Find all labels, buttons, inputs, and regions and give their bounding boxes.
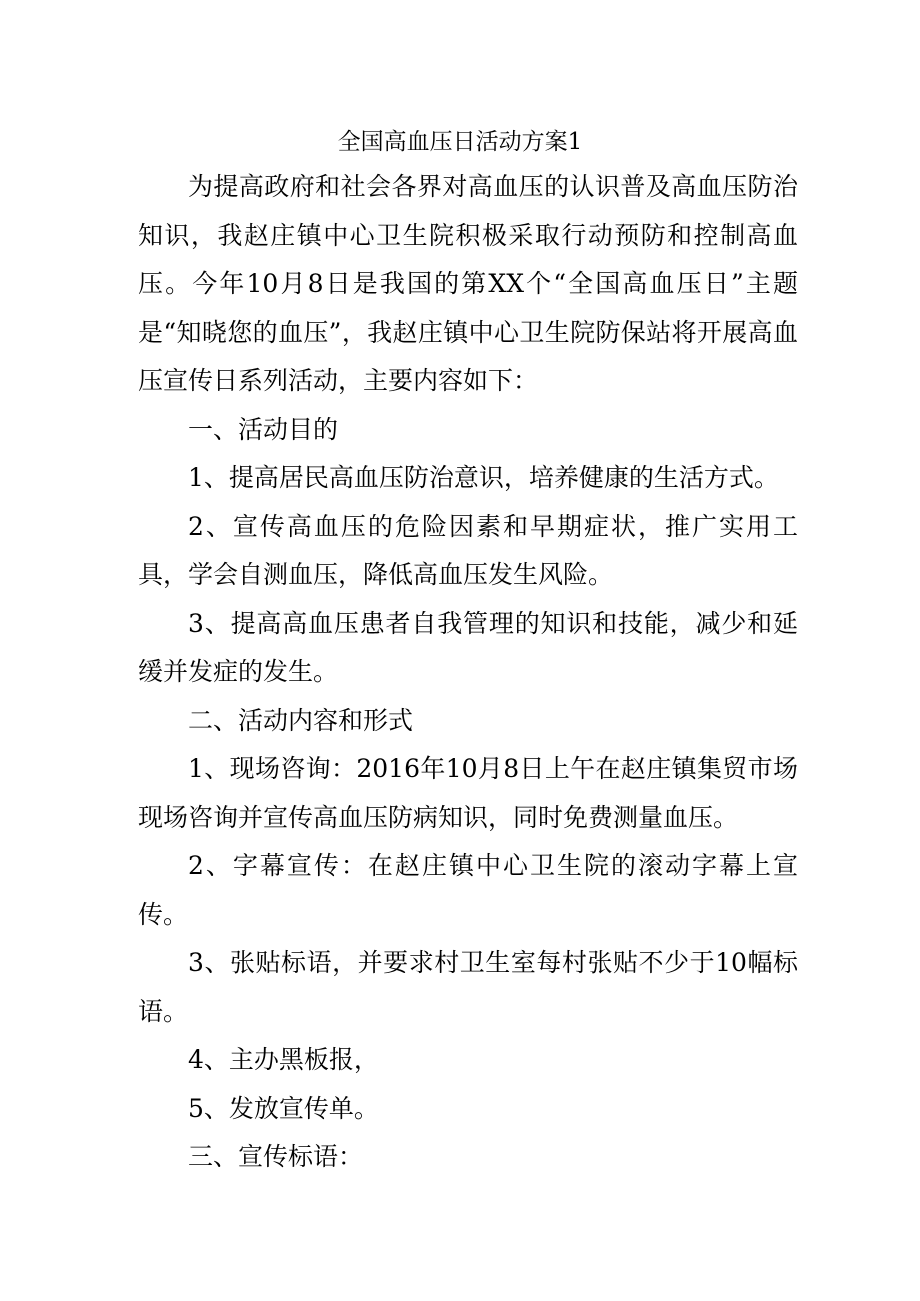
objective-item-3: 3、提高高血压患者自我管理的知识和技能，减少和延缓并发症的发生。	[138, 608, 798, 686]
content-item-5: 5、发放宣传单。	[188, 1093, 379, 1123]
content-item-3: 3、张贴标语，并要求村卫生室每村张贴不少于10幅标语。	[138, 948, 798, 1026]
intro-paragraph: 为提高政府和社会各界对高血压的认识普及高血压防治知识，我赵庄镇中心卫生院积极采取行动预防和控制高血压。今年10月8日是我国的第XX个“全国高血压日”主题是“知晓您的血压”，我赵庄镇中心卫生院防保站将开展高血压宣传日系列活动，主要内容如下：	[138, 172, 798, 395]
document-body	[138, 163, 798, 1182]
section-heading-objectives: 一、活动目的	[188, 414, 339, 444]
objective-item-1: 1、提高居民高血压防治意识，培养健康的生活方式。	[188, 463, 779, 492]
content-item-1: 1、现场咨询：2016年10月8日上午在赵庄镇集贸市场现场咨询并宣传高血压防病知识，同时免费测量血压。	[138, 754, 798, 832]
content-item-2: 2、字幕宣传：在赵庄镇中心卫生院的滚动字幕上宣传。	[138, 851, 798, 929]
objective-item-2: 2、宣传高血压的危险因素和早期症状，推广实用工具，学会自测血压，降低高血压发生风险。	[138, 511, 798, 589]
section-heading-slogans: 三、宣传标语：	[188, 1142, 364, 1171]
content-item-4: 4、主办黑板报，	[188, 1045, 379, 1074]
section-heading-content: 二、活动内容和形式	[188, 705, 414, 735]
document-title: 全国高血压日活动方案1	[337, 129, 583, 155]
